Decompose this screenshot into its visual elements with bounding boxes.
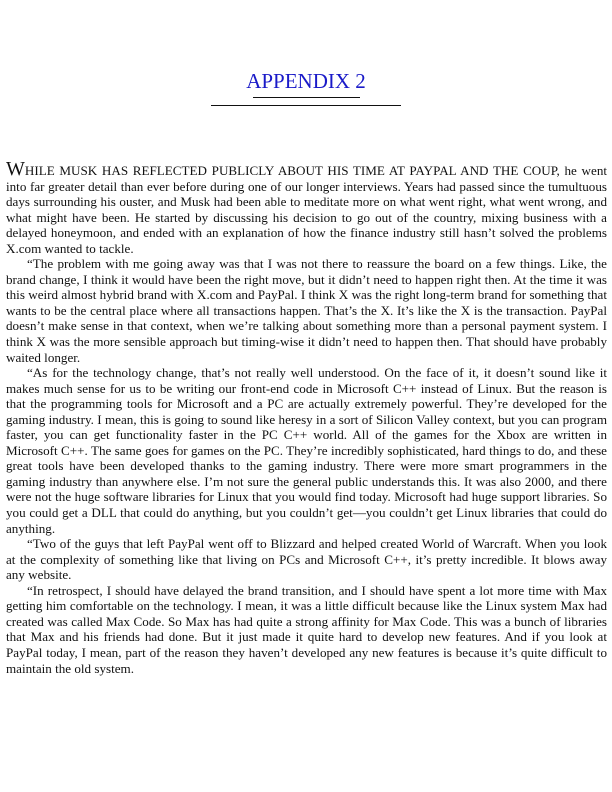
intro-text: he went into far greater detail than ever before during one of our longer interviews. Years had passed since the tumultuous days surrounding his ouster, and Musk had been able to meditate more on what went right, what went wrong, and what might have been. He started by discussing his decision to go out of the country, mixing business with a delayed honeymoon, and ended with an explanation of how the finance industry still hasn’t solved the problems X.com wanted to tackle. (6, 163, 608, 256)
body-text (6, 158, 608, 676)
title-underline (253, 97, 360, 98)
paragraph: “Two of the guys that left PayPal went off to Blizzard and helped created World of Warcraft. When you look at the complexity of something like that living on PCs and Microsoft C++, it’s pretty incredible. It blows away any website. (6, 536, 607, 583)
intro-paragraph (6, 158, 608, 256)
title-rule (211, 105, 401, 106)
drop-cap: W (6, 158, 25, 180)
paragraph: “In retrospect, I should have delayed the brand transition, and I should have spent a lot more time with Max getting him comfortable on the technology. I mean, it was a little difficult because like the Linux system Max had created was called Max Code. So Max has had quite a strong affinity for Max Code. This was a bunch of libraries that Max and his friends had done. But it just made it quite hard to develop new features. And if you look at PayPal today, I mean, part of the reason they haven’t developed any new features is because it’s quite difficult to maintain the old system. (6, 582, 607, 676)
page-title: APPENDIX 2 (246, 69, 366, 93)
lead-in-caps: HILE MUSK HAS REFLECTED PUBLICLY ABOUT HIS TIME AT PAYPAL AND THE COUP, (24, 163, 560, 178)
paragraph: “The problem with me going away was that I was not there to reassure the board on a few things. Like, the brand change, I think it would have been the right move, but it didn’t need to happen right then. At the time it was this weird almost hybrid brand with X.com and PayPal. I think X was the right long-term brand for something that wants to be the central place where all transactions happen. That’s the X. It’s like the X is the transaction. PayPal doesn’t make sense in that context, when we’re talking about something more than a personal payment system. I think X was the more sensible approach but timing-wise it didn’t need to happen then. That should have probably waited longer. (6, 256, 607, 365)
paragraph: “As for the technology change, that’s not really well understood. On the face of it, it doesn’t sound like it makes much sense for us to be writing our front-end code in Microsoft C++ instead of Linux. But the reason is that the programming tools for Microsoft and a PC are actually extremely powerful. They’re developed for the gaming industry. I mean, this is going to sound like heresy in a sort of Silicon Valley context, but you can program faster, you can get functionality faster in the PC C++ world. All of the games for the Xbox are written in Microsoft C++. The same goes for games on the PC. They’re incredibly sophisticated, hard things to do, and these great tools have been developed thanks to the gaming industry. There were more smart programmers in the gaming industry than anywhere else. I’m not sure the general public understands this. It was also 2000, and there were not the huge software libraries for Linux that you would find today. Microsoft had huge support libraries. So you could get a DLL that could do anything, but you couldn’t get—you couldn’t get Linux libraries that could do anything. (6, 365, 607, 536)
